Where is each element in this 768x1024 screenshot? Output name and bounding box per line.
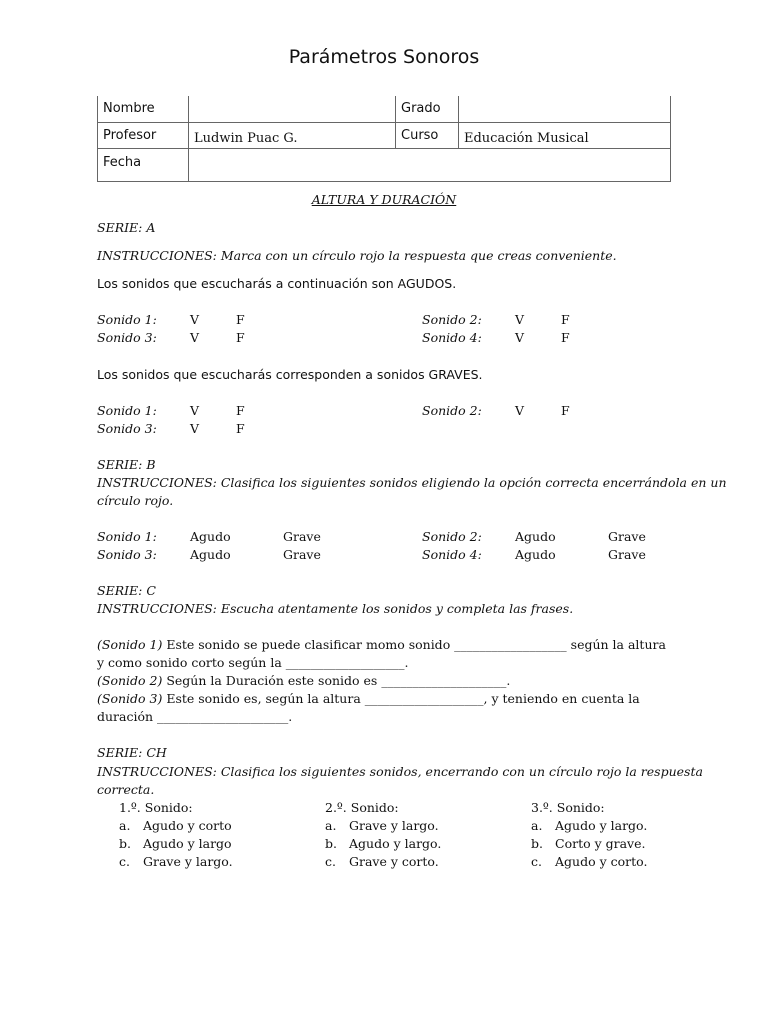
a1-sonido1-f[interactable]: F bbox=[236, 312, 245, 327]
ch-col2-opt-a-marker: a. bbox=[325, 818, 337, 833]
a2-sonido1-label: Sonido 1: bbox=[97, 403, 157, 418]
serie-b-instructions-line1: INSTRUCCIONES: Clasifica los siguientes sonidos eligiendo la opción correcta encerrándola en un bbox=[97, 475, 727, 490]
grado-label: Grado bbox=[401, 101, 441, 116]
a2-sonido2-f[interactable]: F bbox=[561, 403, 570, 418]
serie-a-graves-text: Los sonidos que escucharás corresponden a sonidos GRAVES. bbox=[97, 367, 483, 382]
b-sonido1-grave[interactable]: Grave bbox=[283, 529, 321, 544]
a2-sonido1-f[interactable]: F bbox=[236, 403, 245, 418]
ch-col1-opt-a-marker: a. bbox=[119, 818, 131, 833]
a1-sonido1-v[interactable]: V bbox=[190, 312, 200, 327]
c-sonido2-text: Según la Duración este sonido es ____________________. bbox=[162, 673, 511, 688]
b-sonido2-grave[interactable]: Grave bbox=[608, 529, 646, 544]
serie-c-sonido3-line2: duración _____________________. bbox=[97, 709, 293, 724]
a1-sonido2-label: Sonido 2: bbox=[422, 312, 482, 327]
ch-col2-opt-b[interactable]: Agudo y largo. bbox=[349, 836, 442, 851]
a1-sonido4-v[interactable]: V bbox=[515, 330, 525, 345]
serie-c-sonido3-line1 bbox=[97, 691, 640, 707]
a2-sonido2-label: Sonido 2: bbox=[422, 403, 482, 418]
serie-ch-instructions-line2: correcta. bbox=[97, 782, 155, 797]
fecha-label: Fecha bbox=[103, 154, 142, 170]
serie-a-agudos-text: Los sonidos que escucharás a continuación son AGUDOS. bbox=[97, 276, 457, 291]
c-sonido3-prefix: (Sonido 3) bbox=[97, 691, 163, 706]
a2-sonido3-label: Sonido 3: bbox=[97, 421, 157, 436]
ch-col1-opt-b-marker: b. bbox=[119, 836, 131, 851]
ch-col3-opt-a[interactable]: Agudo y largo. bbox=[555, 818, 648, 833]
b-sonido3-grave[interactable]: Grave bbox=[283, 547, 321, 562]
a1-sonido3-v[interactable]: V bbox=[190, 330, 200, 345]
a2-sonido3-v[interactable]: V bbox=[190, 421, 200, 436]
ch-col1-opt-b[interactable]: Agudo y largo bbox=[143, 836, 232, 851]
serie-ch-label: SERIE: CH bbox=[97, 745, 167, 760]
serie-c-instructions: INSTRUCCIONES: Escucha atentamente los sonidos y completa las frases. bbox=[97, 601, 574, 616]
b-sonido4-agudo[interactable]: Agudo bbox=[515, 547, 556, 562]
serie-b-instructions-line2: círculo rojo. bbox=[97, 493, 174, 508]
a1-sonido4-label: Sonido 4: bbox=[422, 330, 482, 345]
serie-a-label: SERIE: A bbox=[97, 220, 156, 235]
ch-col1-opt-a[interactable]: Agudo y corto bbox=[143, 818, 232, 833]
b-sonido2-label: Sonido 2: bbox=[422, 529, 482, 544]
ch-col2-opt-a[interactable]: Grave y largo. bbox=[349, 818, 439, 833]
b-sonido2-agudo[interactable]: Agudo bbox=[515, 529, 556, 544]
ch-col3-opt-b-marker: b. bbox=[531, 836, 543, 851]
nombre-field[interactable] bbox=[189, 96, 396, 122]
a1-sonido1-label: Sonido 1: bbox=[97, 312, 157, 327]
profesor-value: Ludwin Puac G. bbox=[194, 130, 298, 146]
b-sonido4-label: Sonido 4: bbox=[422, 547, 482, 562]
ch-col1-opt-c[interactable]: Grave y largo. bbox=[143, 854, 233, 869]
curso-value: Educación Musical bbox=[464, 130, 589, 146]
a1-sonido3-label: Sonido 3: bbox=[97, 330, 157, 345]
c-sonido1-prefix: (Sonido 1) bbox=[97, 637, 163, 652]
serie-c-sonido1-line2: y como sonido corto según la ___________________. bbox=[97, 655, 409, 670]
ch-col1-head: 1.º. Sonido: bbox=[119, 800, 193, 815]
b-sonido3-label: Sonido 3: bbox=[97, 547, 157, 562]
ch-col3-opt-c-marker: c. bbox=[531, 854, 542, 869]
ch-col2-head: 2.º. Sonido: bbox=[325, 800, 399, 815]
ch-col1-opt-c-marker: c. bbox=[119, 854, 130, 869]
grado-field[interactable] bbox=[459, 96, 671, 122]
ch-col3-opt-c[interactable]: Agudo y corto. bbox=[555, 854, 648, 869]
c-sonido2-prefix: (Sonido 2) bbox=[97, 673, 163, 688]
section-heading: ALTURA Y DURACIÓN bbox=[311, 192, 457, 207]
a1-sonido2-v[interactable]: V bbox=[515, 312, 525, 327]
a1-sonido3-f[interactable]: F bbox=[236, 330, 245, 345]
serie-c-sonido2-line bbox=[97, 673, 510, 689]
a2-sonido3-f[interactable]: F bbox=[236, 421, 245, 436]
page-title: Parámetros Sonoros bbox=[288, 46, 480, 68]
b-sonido1-agudo[interactable]: Agudo bbox=[190, 529, 231, 544]
a2-sonido2-v[interactable]: V bbox=[515, 403, 525, 418]
serie-a-instructions: INSTRUCCIONES: Marca con un círculo rojo la respuesta que creas conveniente. bbox=[97, 248, 617, 263]
profesor-label: Profesor bbox=[103, 127, 157, 143]
ch-col3-head: 3.º. Sonido: bbox=[531, 800, 605, 815]
b-sonido1-label: Sonido 1: bbox=[97, 529, 157, 544]
c-sonido3-text: Este sonido es, según la altura ___________________, y teniendo en cuenta la bbox=[162, 691, 640, 706]
serie-c-label: SERIE: C bbox=[97, 583, 156, 598]
serie-c-sonido1-line1 bbox=[97, 637, 666, 653]
a2-sonido1-v[interactable]: V bbox=[190, 403, 200, 418]
ch-col2-opt-c[interactable]: Grave y corto. bbox=[349, 854, 439, 869]
ch-col3-opt-b[interactable]: Corto y grave. bbox=[555, 836, 646, 851]
fecha-field[interactable] bbox=[189, 148, 671, 181]
serie-b-label: SERIE: B bbox=[97, 457, 156, 472]
a1-sonido4-f[interactable]: F bbox=[561, 330, 570, 345]
serie-ch-instructions-line1: INSTRUCCIONES: Clasifica los siguientes sonidos, encerrando con un círculo rojo la respuesta bbox=[97, 764, 703, 779]
a1-sonido2-f[interactable]: F bbox=[561, 312, 570, 327]
b-sonido4-grave[interactable]: Grave bbox=[608, 547, 646, 562]
b-sonido3-agudo[interactable]: Agudo bbox=[190, 547, 231, 562]
c-sonido1-text: Este sonido se puede clasificar momo sonido __________________ según la altura bbox=[162, 637, 666, 652]
student-info-table bbox=[97, 96, 671, 182]
ch-col2-opt-c-marker: c. bbox=[325, 854, 336, 869]
ch-col3-opt-a-marker: a. bbox=[531, 818, 543, 833]
curso-label: Curso bbox=[401, 127, 439, 143]
nombre-label: Nombre bbox=[103, 101, 155, 116]
ch-col2-opt-b-marker: b. bbox=[325, 836, 337, 851]
